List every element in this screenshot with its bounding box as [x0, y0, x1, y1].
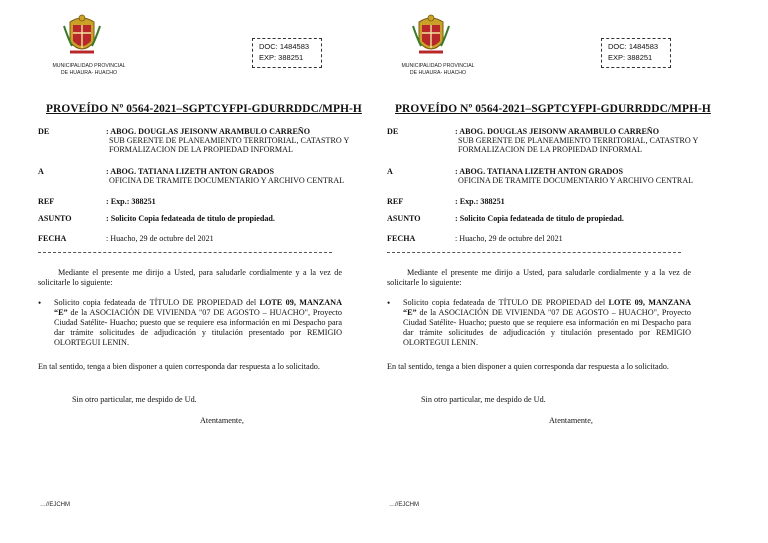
closing-paragraph: En tal sentido, tenga a bien disponer a quien corresponda dar respuesta a lo solicitado.	[38, 362, 320, 371]
separator-line	[38, 252, 332, 253]
request-bullet: Solicito copia fedateada de TÍTULO DE PROPIEDAD del LOTE 09, MANZANA “E” de la ASOCIACIÓN DE VIVIENDA "07 DE AGOSTO – HUACHO", Proyecto Ciudad Satélite- Huacho; puesto que se requiere esa información en mi Despacho para dar trámite solicitudes de adjudicación y titulación presentado por REMIGIO OLORTEGUI LENIN.	[54, 298, 342, 347]
doc-number: DOC: 1484583	[259, 42, 310, 51]
municipality-name: MUNICIPALIDAD PROVINCIAL DE HUAURA- HUACHO	[401, 63, 475, 76]
footer-initials: …//EJCHM	[40, 502, 70, 508]
document-title: PROVEÍDO Nº 0564-2021–SGPTCYFPI-GDURRDDC/MPH-H	[46, 103, 362, 115]
intro-paragraph: Mediante el presente me dirijo a Usted, para saludarle cordialmente y a la vez de solicitarle lo siguiente:	[38, 268, 342, 287]
separator-line	[387, 252, 681, 253]
doc-number: DOC: 1484583	[608, 42, 659, 51]
farewell-text: Sin otro particular, me despido de Ud.	[421, 395, 546, 404]
footer-initials: …//EJCHM	[389, 502, 419, 508]
document-copy: MUNICIPALIDAD PROVINCIAL DE HUAURA- HUACHO DOC: 1484583 EXP: 388251 PROVEÍDO Nº 0564-2021–SGPTCYFPI-GDURRDDC/MPH-H DE : ABOG. DOUGLAS JEISONW ARAMBULO CARREÑO SUB GERENTE DE PLANEAMIENTO TERRITORIAL, CATASTRO Y FORMALIZACION DE LA PROPIEDAD INFORMAL A : ABOG. TATIANA LIZETH ANTON GRADOS OFICINA DE TRAMITE DOCUMENTARIO Y ARCHIVO CENTRAL REF : Exp.: 388251 ASUNTO : Solicito Copia fedateada de titulo de propiedad. FECHA : Huacho, 29 de octubre del 2021 Mediante el presente me dirijo a Usted, para saludarle cordialmente y a la vez de solicitarle lo siguiente: • Solicito copia fedateada de TÍTULO DE PROPIEDAD del LOTE 09, MANZANA “E” de la ASOCIACIÓN DE VIVIENDA "07 DE AGOSTO – HUACHO", Proyecto Ciudad Satélite- Huacho; puesto que se requiere esa información en mi Despacho para dar trámite solicitudes de adjudicación y titulación presentado por REMIGIO OLORTEGUI LENIN. En tal sentido, tenga a bien disponer a quien corresponda dar respuesta a lo solicitado. Sin otro particular, me despido de Ud. Atentamente, …//EJCHM	[36, 0, 386, 543]
bullet-icon: •	[387, 298, 391, 308]
doc-exp-box	[252, 38, 322, 68]
intro-paragraph: Mediante el presente me dirijo a Usted, para saludarle cordialmente y a la vez de solicitarle lo siguiente:	[387, 268, 691, 287]
request-bullet: Solicito copia fedateada de TÍTULO DE PROPIEDAD del LOTE 09, MANZANA “E” de la ASOCIACIÓN DE VIVIENDA "07 DE AGOSTO – HUACHO", Proyecto Ciudad Satélite- Huacho; puesto que se requiere esa información en mi Despacho para dar trámite solicitudes de adjudicación y titulación presentado por REMIGIO OLORTEGUI LENIN.	[403, 298, 691, 347]
bullet-icon: •	[38, 298, 42, 308]
exp-number: EXP: 388251	[259, 53, 304, 62]
document-copy: MUNICIPALIDAD PROVINCIAL DE HUAURA- HUACHO DOC: 1484583 EXP: 388251 PROVEÍDO Nº 0564-2021–SGPTCYFPI-GDURRDDC/MPH-H DE : ABOG. DOUGLAS JEISONW ARAMBULO CARREÑO SUB GERENTE DE PLANEAMIENTO TERRITORIAL, CATASTRO Y FORMALIZACION DE LA PROPIEDAD INFORMAL A : ABOG. TATIANA LIZETH ANTON GRADOS OFICINA DE TRAMITE DOCUMENTARIO Y ARCHIVO CENTRAL REF : Exp.: 388251 ASUNTO : Solicito Copia fedateada de titulo de propiedad. FECHA : Huacho, 29 de octubre del 2021 Mediante el presente me dirijo a Usted, para saludarle cordialmente y a la vez de solicitarle lo siguiente: • Solicito copia fedateada de TÍTULO DE PROPIEDAD del LOTE 09, MANZANA “E” de la ASOCIACIÓN DE VIVIENDA "07 DE AGOSTO – HUACHO", Proyecto Ciudad Satélite- Huacho; puesto que se requiere esa información en mi Despacho para dar trámite solicitudes de adjudicación y titulación presentado por REMIGIO OLORTEGUI LENIN. En tal sentido, tenga a bien disponer a quien corresponda dar respuesta a lo solicitado. Sin otro particular, me despido de Ud. Atentamente, …//EJCHM	[385, 0, 735, 543]
closing-paragraph: En tal sentido, tenga a bien disponer a quien corresponda dar respuesta a lo solicitado.	[387, 362, 669, 371]
doc-exp-box	[601, 38, 671, 68]
municipality-crest-icon	[62, 12, 102, 60]
signoff-text: Atentamente,	[549, 416, 593, 425]
municipality-crest-icon	[411, 12, 451, 60]
municipality-name: MUNICIPALIDAD PROVINCIAL DE HUAURA- HUACHO	[52, 63, 126, 76]
farewell-text: Sin otro particular, me despido de Ud.	[72, 395, 197, 404]
exp-number: EXP: 388251	[608, 53, 653, 62]
document-title: PROVEÍDO Nº 0564-2021–SGPTCYFPI-GDURRDDC/MPH-H	[395, 103, 711, 115]
signoff-text: Atentamente,	[200, 416, 244, 425]
